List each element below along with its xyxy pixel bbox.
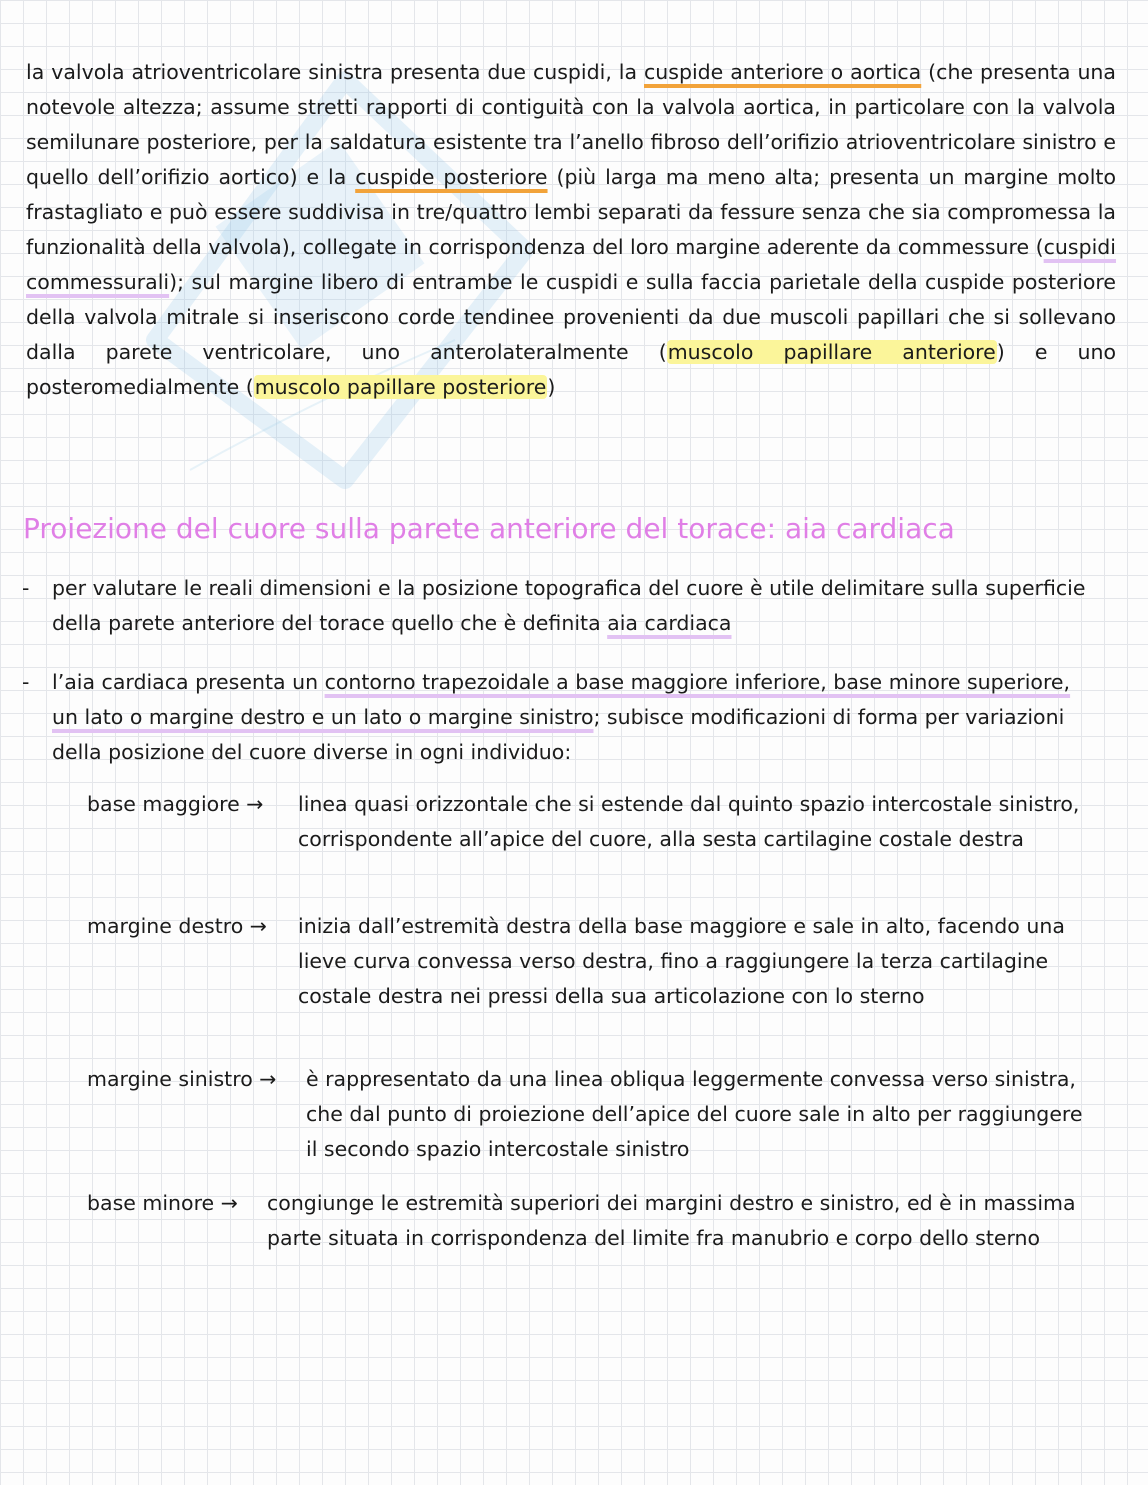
highlight-contorno-trapezoidale: contorno trapezoidale a base maggiore inferiore, base minore superiore, un lato o margine destro e un lato o margine sinistro <box>52 670 1071 729</box>
definition-term: base maggiore → <box>87 792 264 816</box>
text-run: (che presenta una notevole altezza; assume stretti rapporti di contiguità con la valvola aortica, in particolare con la valvola semilunare posteriore, per la saldatura esistente tra l’anello fibroso dell’orifizio atrioventricolare sinistro e quello dell’orifizio aortico) e la <box>26 60 1116 189</box>
highlight-aia-cardiaca: aia cardiaca <box>607 611 732 635</box>
highlight-muscolo-posteriore: muscolo papillare posteriore <box>254 375 547 399</box>
highlight-muscolo-anteriore: muscolo papillare anteriore <box>667 340 996 364</box>
text-run: ); sul margine libero di entrambe le cuspidi e sulla faccia parietale della cuspide posteriore della valvola mitrale si inseriscono corde tendinee provenienti da due muscoli papillari che si sollevano dalla parete ventricolare, uno anterolateralmente ( <box>26 270 1116 364</box>
bullet-dash: - <box>22 670 30 694</box>
definition-text: è rappresentato da una linea obliqua leggermente convessa verso sinistra, che dal punto di proiezione dell’apice del cuore sale in alto per raggiungere il secondo spazio intercostale sinistro <box>306 1067 1083 1161</box>
text-run: ) <box>547 375 556 399</box>
definition-term: margine sinistro → <box>87 1067 277 1091</box>
bullet-dash: - <box>22 576 30 600</box>
text-run: ) e uno posteromedialmente ( <box>26 340 1117 399</box>
section-heading: Proiezione del cuore sulla parete anteriore del torace: aia cardiaca <box>23 512 955 545</box>
text-run: (più larga ma meno alta; presenta un margine molto frastagliato e può essere suddivisa in tre/quattro lembi separati da fessure senza che sia compromessa la funzionalità della valvola), collegate in corrispondenza del loro margine aderente da commessure ( <box>26 165 1116 259</box>
bullet-text <box>52 665 1102 770</box>
highlight-cuspidi-commessurali: cuspidi commessurali <box>26 235 1116 294</box>
text-run: la valvola atrioventricolare sinistra presenta due cuspidi, la <box>26 60 644 84</box>
text-run: l’aia cardiaca presenta un <box>52 670 325 694</box>
definition-text: congiunge le estremità superiori dei margini destro e sinistro, ed è in massima parte situata in corrispondenza del limite fra manubrio e corpo dello sterno <box>267 1191 1076 1250</box>
highlight-cuspide-posteriore: cuspide posteriore <box>355 165 548 189</box>
intro-paragraph <box>26 55 1116 405</box>
text-run: per valutare le reali dimensioni e la posizione topografica del cuore è utile delimitare sulla superficie della parete anteriore del torace quello che è definita <box>52 576 1086 635</box>
definition-text: linea quasi orizzontale che si estende dal quinto spazio intercostale sinistro, corrispondente all’apice del cuore, alla sesta cartilagine costale destra <box>298 792 1080 851</box>
definition-term: base minore → <box>87 1191 238 1215</box>
definition-text: inizia dall’estremità destra della base maggiore e sale in alto, facendo una lieve curva convessa verso destra, fino a raggiungere la terza cartilagine costale destra nei pressi della sua articolazione con lo sterno <box>298 914 1065 1008</box>
text-run: ; subisce modificazioni di forma per variazioni della posizione del cuore diverse in ogni individuo: <box>52 705 1065 764</box>
highlight-cuspide-anteriore: cuspide anteriore o aortica <box>644 60 922 84</box>
definition-term: margine destro → <box>87 914 267 938</box>
bullet-text <box>52 571 1102 641</box>
